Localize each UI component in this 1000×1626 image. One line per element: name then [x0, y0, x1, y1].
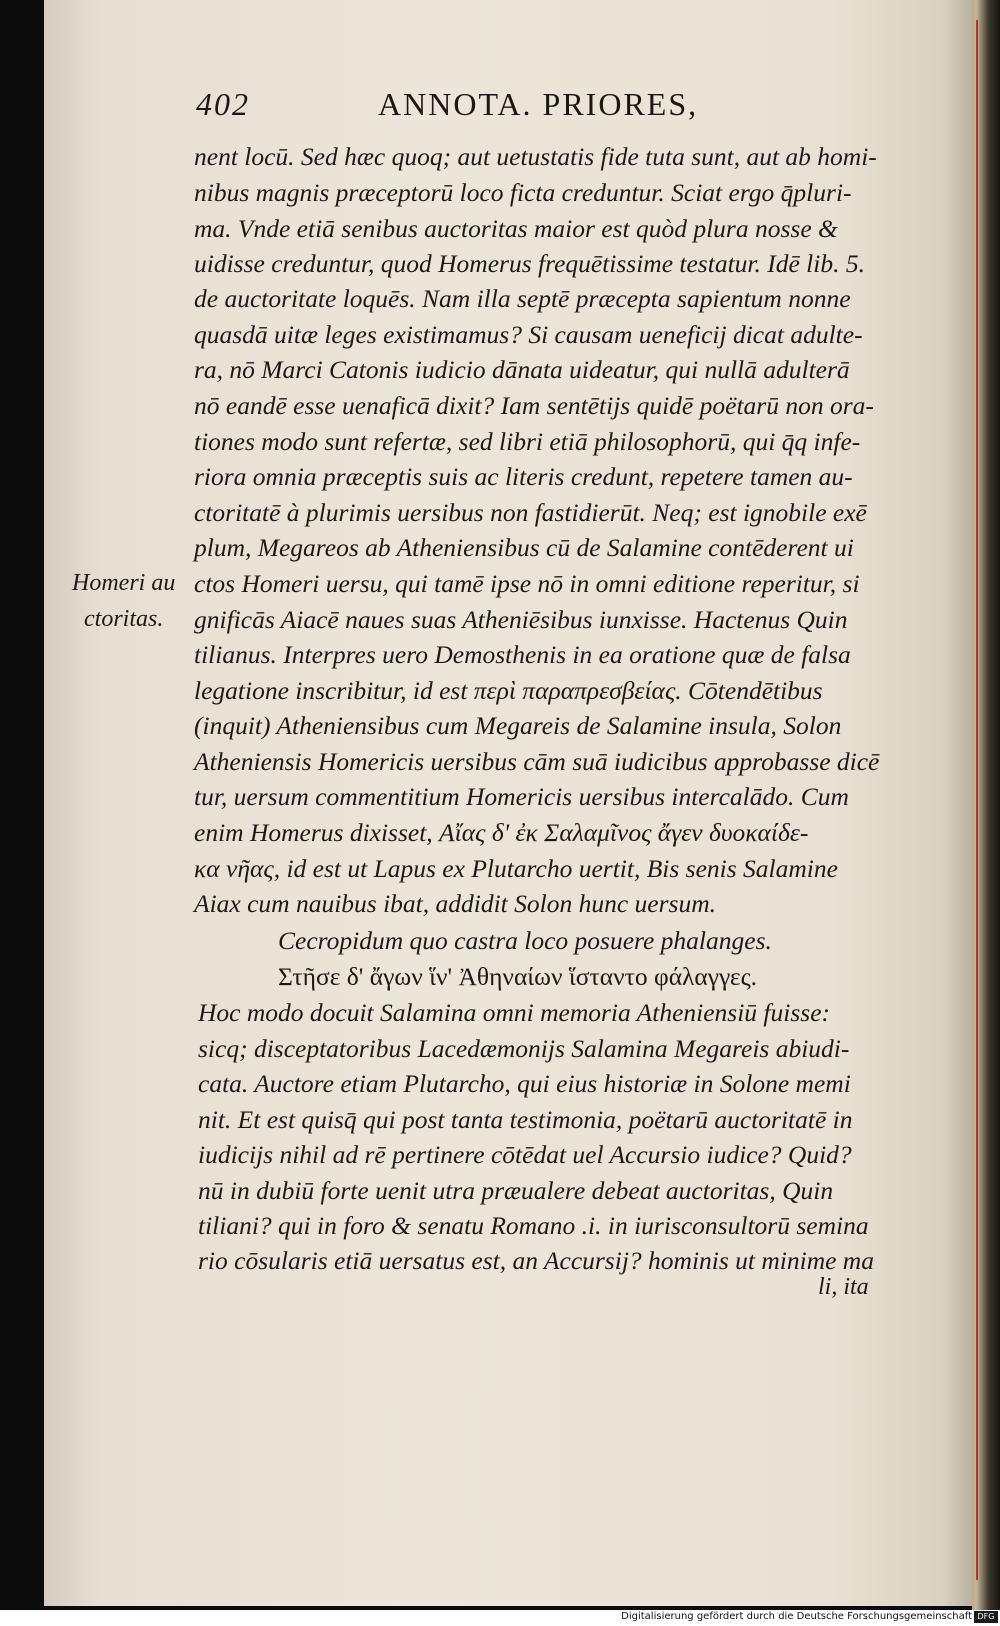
- text-line: tiones modo sunt refertæ, sed libri etiā philosophorū, qui q̄q infe-: [194, 427, 861, 456]
- text-line: sicq; disceptatoribus Lacedæmonijs Salamina Megareis abiudi-: [198, 1034, 850, 1063]
- book-fore-edge: [972, 0, 1000, 1610]
- text-line: riora omnia præceptis suis ac literis credunt, repetere tamen au-: [194, 462, 853, 491]
- text-line: ra, nō Marci Catonis iudicio dānata uideatur, qui nullā adulterā: [194, 355, 850, 384]
- text-line: uidisse creduntur, quod Homerus frequētissime testatur. Idē lib. 5.: [194, 249, 865, 278]
- text-line: cata. Auctore etiam Plutarcho, qui eius historiæ in Solone memi: [198, 1069, 851, 1098]
- text-line: nent locū. Sed hæc quoq; aut uetustatis fide tuta sunt, aut ab homi-: [194, 142, 877, 171]
- dfg-credit: Digitalisierung gefördert durch die Deutsche Forschungsgemeinschaft: [621, 1611, 972, 1622]
- text-line: Aiax cum nauibus ibat, addidit Solon hunc uersum.: [194, 889, 717, 918]
- text-line: (inquit) Atheniensibus cum Megareis de Salamine insula, Solon: [194, 711, 842, 740]
- text-line: nū in dubiū forte uenit utra præualere debeat auctoritas, Quin: [198, 1176, 834, 1205]
- text-line: ctoritatē à plurimis uersibus non fastidierūt. Neq; est ignobile exē: [194, 498, 867, 527]
- text-line: nit. Et est quisq̄ qui post tanta testimonia, poëtarū auctoritatē in: [198, 1105, 853, 1134]
- text-line: nibus magnis præceptorū loco ficta creduntur. Sciat ergo q̄pluri-: [194, 178, 852, 207]
- text-line: plum, Megareos ab Atheniensibus cū de Salamine contēderent ui: [194, 533, 854, 562]
- text-line: nō eandē esse uenaficā dixit? Iam sentētijs quidē poëtarū non ora-: [194, 391, 874, 420]
- text-line: enim Homerus dixisset, Αἴας δ' ἐκ Σαλαμῖνος ἄγεν δυοκαίδε-: [194, 818, 809, 847]
- text-line: κα νῆας, id est ut Lapus ex Plutarcho uertit, Bis senis Salamine: [194, 854, 838, 883]
- text-line: de auctoritate loquēs. Nam illa septē præcepta sapientum nonne: [194, 284, 851, 313]
- digitization-footer: [0, 1610, 1000, 1626]
- margin-note-line: ctoritas.: [84, 606, 164, 632]
- text-line: iudicijs nihil ad rē pertinere cōtēdat uel Accursio iudice? Quid?: [198, 1140, 852, 1169]
- running-title: ANNOTA. PRIORES,: [378, 86, 699, 122]
- text-line: tiliani? qui in foro & senatu Romano .i. in iurisconsultorū semina: [198, 1211, 869, 1240]
- text-line: quasdā uitæ leges existimamus? Si causam ueneficij dicat adulte-: [194, 320, 863, 349]
- margin-note-line: Homeri au: [72, 570, 176, 596]
- dfg-logo: DFG: [974, 1611, 998, 1623]
- red-edge-line: [976, 20, 978, 1580]
- text-line: rio cōsularis etiā uersatus est, an Accursij? hominis ut minime ma: [198, 1246, 874, 1275]
- text-line: gnificās Aiacē naues suas Atheniēsibus iunxisse. Hactenus Quin: [194, 605, 848, 634]
- catchword: li, ita: [818, 1274, 869, 1300]
- text-line: tilianus. Interpres uero Demosthenis in ea oratione quæ de falsa: [194, 640, 851, 669]
- running-head: [196, 86, 936, 126]
- text-line: Hoc modo docuit Salamina omni memoria Atheniensiū fuisse:: [198, 998, 831, 1027]
- verse-latin: Cecropidum quo castra loco posuere phalanges.: [278, 926, 772, 955]
- verse-greek: Στῆσε δ' ἄγων ἵν' Ἀθηναίων ἵσταντο φάλαγγες.: [278, 962, 758, 991]
- text-line: ma. Vnde etiā senibus auctoritas maior est quòd plura nosse &: [194, 214, 838, 243]
- page-number: 402: [196, 86, 250, 122]
- text-line: legatione inscribitur, id est περὶ παραπρεσβείας. Cōtendētibus: [194, 676, 823, 705]
- text-line: Atheniensis Homericis uersibus cām suā iudicibus approbasse dicē: [194, 747, 880, 776]
- text-line: ctos Homeri uersu, qui tamē ipse nō in omni editione reperitur, si: [194, 569, 860, 598]
- text-line: tur, uersum commentitium Homericis uersibus intercalādo. Cum: [194, 782, 849, 811]
